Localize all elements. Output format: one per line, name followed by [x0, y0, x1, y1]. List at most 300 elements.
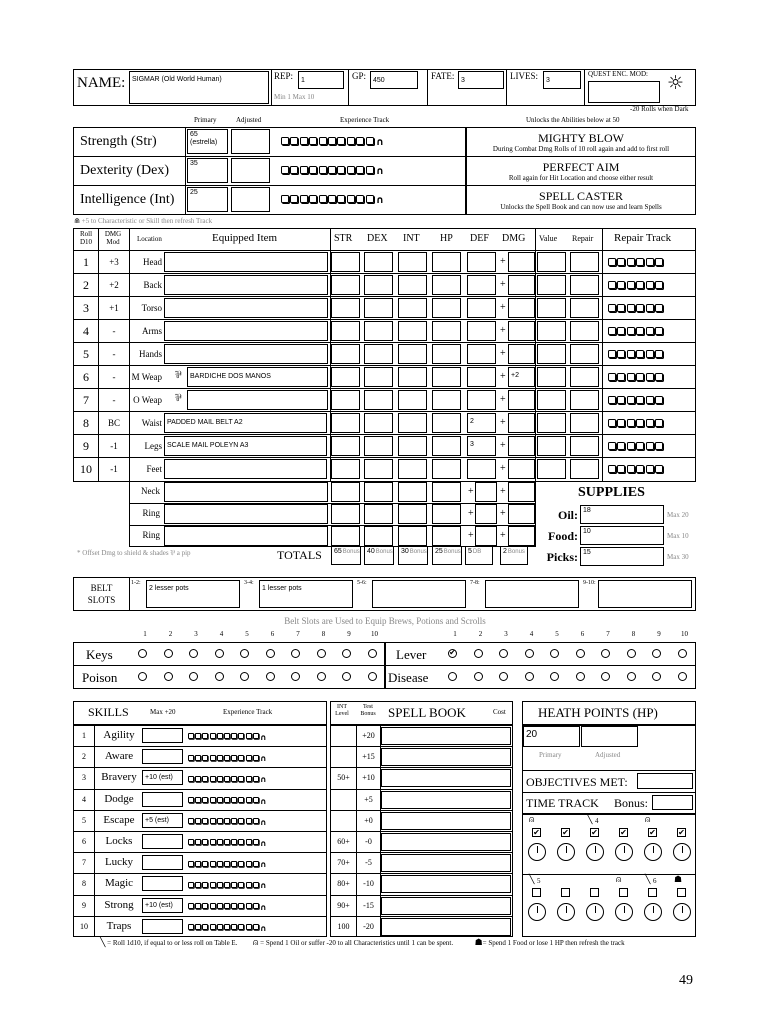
- skill-track-box[interactable]: [202, 882, 208, 888]
- skill-track-box[interactable]: [231, 755, 237, 761]
- lever-circle[interactable]: [576, 649, 585, 658]
- repair-field[interactable]: [570, 298, 599, 318]
- repair-track-box[interactable]: [655, 281, 663, 289]
- lever-circle[interactable]: [550, 649, 559, 658]
- supply-field[interactable]: 15: [580, 547, 664, 566]
- stat-field[interactable]: [432, 413, 461, 433]
- repair-track-box[interactable]: [655, 442, 663, 450]
- stat-field[interactable]: [432, 275, 461, 295]
- track-box[interactable]: [309, 137, 317, 145]
- skill-track-box[interactable]: [188, 903, 194, 909]
- poison-circle[interactable]: [342, 672, 351, 681]
- lever-circle[interactable]: [627, 649, 636, 658]
- skill-track-box[interactable]: [210, 903, 216, 909]
- repair-track-box[interactable]: [617, 258, 625, 266]
- equipped-item-field[interactable]: [164, 526, 328, 546]
- stat-field[interactable]: [398, 413, 427, 433]
- skill-track-box[interactable]: [253, 924, 259, 930]
- dmg-field[interactable]: [508, 526, 535, 546]
- skill-value-field[interactable]: [142, 792, 183, 807]
- repair-track-box[interactable]: [636, 327, 644, 335]
- repair-track-box[interactable]: [646, 419, 654, 427]
- char-adjusted-field[interactable]: [231, 158, 270, 183]
- disease-circle[interactable]: [499, 672, 508, 681]
- skill-value-field[interactable]: [142, 728, 183, 743]
- fate-field[interactable]: 3: [458, 71, 504, 89]
- repair-field[interactable]: [570, 436, 599, 456]
- spell-field[interactable]: [381, 812, 511, 830]
- skill-value-field[interactable]: +10 (est): [142, 898, 183, 913]
- disease-circle[interactable]: [576, 672, 585, 681]
- stat-field[interactable]: [331, 436, 360, 456]
- belt-slot-field[interactable]: [485, 580, 579, 608]
- repair-track-box[interactable]: [617, 465, 625, 473]
- skill-track-box[interactable]: [202, 903, 208, 909]
- skill-track-box[interactable]: [224, 733, 230, 739]
- time-checkbox[interactable]: ✔: [649, 828, 656, 837]
- poison-circle[interactable]: [266, 672, 275, 681]
- key-circle[interactable]: [291, 649, 300, 658]
- value-field[interactable]: [537, 390, 566, 410]
- disease-circle[interactable]: [678, 672, 687, 681]
- poison-circle[interactable]: [138, 672, 147, 681]
- skill-track-box[interactable]: [217, 818, 223, 824]
- skill-track-box[interactable]: [231, 903, 237, 909]
- dmg-field[interactable]: [508, 390, 535, 410]
- skill-track-box[interactable]: [217, 903, 223, 909]
- skill-value-field[interactable]: [142, 876, 183, 891]
- track-box[interactable]: [347, 195, 355, 203]
- lives-field[interactable]: 3: [543, 71, 581, 89]
- dmg-field[interactable]: [508, 252, 535, 272]
- repair-track-box[interactable]: [646, 350, 654, 358]
- skill-track-box[interactable]: [224, 924, 230, 930]
- repair-track-box[interactable]: [608, 396, 616, 404]
- skill-value-field[interactable]: +5 (est): [142, 813, 183, 828]
- skill-track-box[interactable]: [202, 924, 208, 930]
- stat-field[interactable]: [432, 367, 461, 387]
- objectives-field[interactable]: [637, 773, 693, 789]
- key-circle[interactable]: [138, 649, 147, 658]
- stat-field[interactable]: [331, 504, 360, 524]
- skill-track-box[interactable]: [224, 839, 230, 845]
- stat-field[interactable]: [364, 321, 393, 341]
- repair-track-box[interactable]: [617, 419, 625, 427]
- value-field[interactable]: [537, 459, 566, 479]
- name-field[interactable]: SIGMAR (Old World Human): [129, 71, 269, 104]
- skill-track-box[interactable]: [246, 903, 252, 909]
- stat-field[interactable]: [331, 298, 360, 318]
- value-field[interactable]: [537, 436, 566, 456]
- track-box[interactable]: [281, 166, 289, 174]
- skill-track-box[interactable]: [253, 818, 259, 824]
- time-checkbox[interactable]: [590, 888, 599, 897]
- stat-field[interactable]: [432, 482, 461, 502]
- value-field[interactable]: [537, 298, 566, 318]
- repair-track-box[interactable]: [655, 396, 663, 404]
- skill-track-box[interactable]: [217, 839, 223, 845]
- stat-field[interactable]: [364, 298, 393, 318]
- repair-field[interactable]: [570, 367, 599, 387]
- skill-track-box[interactable]: [238, 755, 244, 761]
- stat-field[interactable]: [364, 504, 393, 524]
- key-circle[interactable]: [189, 649, 198, 658]
- dmg-field[interactable]: [508, 413, 535, 433]
- skill-track-box[interactable]: [217, 755, 223, 761]
- skill-track-box[interactable]: [238, 882, 244, 888]
- equipped-item-field[interactable]: [187, 390, 328, 410]
- track-box[interactable]: [337, 166, 345, 174]
- skill-value-field[interactable]: [142, 834, 183, 849]
- track-box[interactable]: [319, 137, 327, 145]
- poison-circle[interactable]: [189, 672, 198, 681]
- track-box[interactable]: [300, 195, 308, 203]
- disease-circle[interactable]: [474, 672, 483, 681]
- skill-track-box[interactable]: [238, 861, 244, 867]
- track-box[interactable]: [309, 195, 317, 203]
- spell-field[interactable]: [381, 918, 511, 936]
- skill-track-box[interactable]: [231, 776, 237, 782]
- skill-track-box[interactable]: [253, 861, 259, 867]
- spell-field[interactable]: [381, 875, 511, 893]
- repair-track-box[interactable]: [636, 281, 644, 289]
- time-checkbox[interactable]: [532, 888, 541, 897]
- track-box[interactable]: [366, 137, 374, 145]
- skill-track-box[interactable]: [202, 861, 208, 867]
- skill-track-box[interactable]: [202, 733, 208, 739]
- value-field[interactable]: [537, 367, 566, 387]
- skill-track-box[interactable]: [246, 839, 252, 845]
- lever-circle[interactable]: [601, 649, 610, 658]
- skill-value-field[interactable]: [142, 919, 183, 934]
- stat-field[interactable]: [398, 459, 427, 479]
- stat-field[interactable]: [331, 321, 360, 341]
- repair-track-box[interactable]: [655, 327, 663, 335]
- repair-track-box[interactable]: [608, 304, 616, 312]
- skill-track-box[interactable]: [253, 776, 259, 782]
- skill-track-box[interactable]: [195, 861, 201, 867]
- repair-track-box[interactable]: [608, 465, 616, 473]
- lever-circle[interactable]: [652, 649, 661, 658]
- time-checkbox[interactable]: [648, 888, 657, 897]
- disease-circle[interactable]: [448, 672, 457, 681]
- repair-field[interactable]: [570, 459, 599, 479]
- repair-track-box[interactable]: [617, 327, 625, 335]
- skill-track-box[interactable]: [195, 924, 201, 930]
- skill-track-box[interactable]: [210, 776, 216, 782]
- stat-field[interactable]: [398, 252, 427, 272]
- hp-adjusted-field[interactable]: [581, 726, 638, 747]
- stat-field[interactable]: [398, 526, 427, 546]
- stat-field[interactable]: [432, 298, 461, 318]
- repair-track-box[interactable]: [646, 327, 654, 335]
- skill-track-box[interactable]: [238, 903, 244, 909]
- skill-track-box[interactable]: [188, 818, 194, 824]
- skill-track-box[interactable]: [224, 903, 230, 909]
- equipped-item-field[interactable]: [164, 504, 328, 524]
- skill-track-box[interactable]: [246, 861, 252, 867]
- key-circle[interactable]: [317, 649, 326, 658]
- track-box[interactable]: [281, 137, 289, 145]
- repair-track-box[interactable]: [646, 281, 654, 289]
- skill-track-box[interactable]: [210, 839, 216, 845]
- skill-track-box[interactable]: [188, 776, 194, 782]
- poison-circle[interactable]: [240, 672, 249, 681]
- skill-track-box[interactable]: [246, 733, 252, 739]
- equipped-item-field[interactable]: [164, 298, 328, 318]
- skill-track-box[interactable]: [253, 903, 259, 909]
- repair-track-box[interactable]: [655, 258, 663, 266]
- stat-field[interactable]: [364, 367, 393, 387]
- repair-track-box[interactable]: [627, 419, 635, 427]
- skill-value-field[interactable]: [142, 749, 183, 764]
- repair-track-box[interactable]: [627, 350, 635, 358]
- total-field[interactable]: 25Bonus: [432, 546, 462, 565]
- repair-track-box[interactable]: [617, 350, 625, 358]
- skill-track-box[interactable]: [210, 733, 216, 739]
- repair-track-box[interactable]: [627, 258, 635, 266]
- lever-circle[interactable]: [678, 649, 687, 658]
- stat-field[interactable]: [432, 436, 461, 456]
- def-field[interactable]: [467, 367, 496, 387]
- skill-track-box[interactable]: [253, 839, 259, 845]
- repair-track-box[interactable]: [646, 373, 654, 381]
- skill-track-box[interactable]: [253, 882, 259, 888]
- def-field[interactable]: [467, 321, 496, 341]
- time-checkbox[interactable]: [561, 888, 570, 897]
- skill-track-box[interactable]: [238, 797, 244, 803]
- repair-track-box[interactable]: [627, 327, 635, 335]
- skill-track-box[interactable]: [238, 776, 244, 782]
- value-field[interactable]: [537, 413, 566, 433]
- lever-circle[interactable]: [525, 649, 534, 658]
- repair-field[interactable]: [570, 252, 599, 272]
- key-circle[interactable]: [215, 649, 224, 658]
- repair-track-box[interactable]: [646, 258, 654, 266]
- skill-track-box[interactable]: [238, 839, 244, 845]
- stat-field[interactable]: [364, 390, 393, 410]
- repair-track-box[interactable]: [627, 304, 635, 312]
- stat-field[interactable]: [398, 504, 427, 524]
- time-checkbox[interactable]: ✔: [620, 828, 627, 837]
- track-box[interactable]: [347, 137, 355, 145]
- skill-track-box[interactable]: [231, 882, 237, 888]
- dmg-field[interactable]: [508, 275, 535, 295]
- track-box[interactable]: [356, 166, 364, 174]
- skill-track-box[interactable]: [231, 924, 237, 930]
- dmg-field[interactable]: [508, 436, 535, 456]
- skill-track-box[interactable]: [246, 776, 252, 782]
- char-primary-field[interactable]: 35: [187, 158, 228, 183]
- equipped-item-field[interactable]: BARDICHE DOS MANOS: [187, 367, 328, 387]
- skill-track-box[interactable]: [188, 797, 194, 803]
- skill-track-box[interactable]: [217, 797, 223, 803]
- repair-track-box[interactable]: [608, 327, 616, 335]
- track-box[interactable]: [300, 166, 308, 174]
- hp-primary-field[interactable]: 20: [523, 726, 580, 747]
- skill-track-box[interactable]: [224, 861, 230, 867]
- skill-track-box[interactable]: [188, 861, 194, 867]
- skill-track-box[interactable]: [188, 755, 194, 761]
- dmg-field[interactable]: [508, 344, 535, 364]
- def-field[interactable]: [475, 526, 497, 546]
- skill-track-box[interactable]: [210, 755, 216, 761]
- skill-track-box[interactable]: [210, 818, 216, 824]
- stat-field[interactable]: [432, 526, 461, 546]
- skill-track-box[interactable]: [224, 818, 230, 824]
- skill-track-box[interactable]: [217, 924, 223, 930]
- skill-track-box[interactable]: [238, 924, 244, 930]
- total-field[interactable]: 2Bonus: [500, 546, 528, 565]
- repair-field[interactable]: [570, 275, 599, 295]
- stat-field[interactable]: [364, 344, 393, 364]
- skill-track-box[interactable]: [217, 733, 223, 739]
- key-circle[interactable]: [240, 649, 249, 658]
- skill-track-box[interactable]: [217, 882, 223, 888]
- skill-track-box[interactable]: [224, 797, 230, 803]
- stat-field[interactable]: [432, 252, 461, 272]
- repair-track-box[interactable]: [655, 419, 663, 427]
- skill-track-box[interactable]: [253, 755, 259, 761]
- skill-track-box[interactable]: [231, 797, 237, 803]
- def-field[interactable]: [475, 482, 497, 502]
- skill-track-box[interactable]: [246, 797, 252, 803]
- belt-slot-field[interactable]: [372, 580, 466, 608]
- stat-field[interactable]: [432, 344, 461, 364]
- char-adjusted-field[interactable]: [231, 129, 270, 154]
- def-field[interactable]: [475, 504, 497, 524]
- repair-track-box[interactable]: [627, 442, 635, 450]
- bonus-field[interactable]: [652, 795, 693, 810]
- stat-field[interactable]: [398, 367, 427, 387]
- time-checkbox[interactable]: [677, 888, 686, 897]
- quest-field[interactable]: [588, 81, 660, 103]
- disease-circle[interactable]: [652, 672, 661, 681]
- disease-circle[interactable]: [627, 672, 636, 681]
- repair-track-box[interactable]: [655, 350, 663, 358]
- skill-track-box[interactable]: [224, 882, 230, 888]
- repair-track-box[interactable]: [608, 350, 616, 358]
- repair-track-box[interactable]: [636, 396, 644, 404]
- track-box[interactable]: [290, 195, 298, 203]
- track-box[interactable]: [347, 166, 355, 174]
- char-adjusted-field[interactable]: [231, 187, 270, 212]
- repair-track-box[interactable]: [636, 465, 644, 473]
- skill-track-box[interactable]: [246, 882, 252, 888]
- equipped-item-field[interactable]: SCALE MAIL POLEYN A3: [164, 436, 327, 456]
- skill-value-field[interactable]: +10 (est): [142, 770, 183, 785]
- spell-field[interactable]: [381, 769, 511, 787]
- belt-slot-field[interactable]: [598, 580, 692, 608]
- key-circle[interactable]: [266, 649, 275, 658]
- spell-field[interactable]: [381, 748, 511, 766]
- stat-field[interactable]: [398, 390, 427, 410]
- skill-track-box[interactable]: [195, 903, 201, 909]
- stat-field[interactable]: [398, 344, 427, 364]
- track-box[interactable]: [328, 195, 336, 203]
- total-field[interactable]: 40Bonus: [364, 546, 394, 565]
- skill-track-box[interactable]: [195, 797, 201, 803]
- equipped-item-field[interactable]: [164, 252, 328, 272]
- repair-track-box[interactable]: [627, 465, 635, 473]
- track-box[interactable]: [328, 166, 336, 174]
- stat-field[interactable]: [398, 482, 427, 502]
- repair-track-box[interactable]: [655, 465, 663, 473]
- track-box[interactable]: [319, 166, 327, 174]
- repair-track-box[interactable]: [646, 304, 654, 312]
- stat-field[interactable]: [331, 252, 360, 272]
- value-field[interactable]: [537, 252, 566, 272]
- spell-field[interactable]: [381, 854, 511, 872]
- spell-field[interactable]: [381, 727, 511, 745]
- skill-track-box[interactable]: [202, 755, 208, 761]
- skill-track-box[interactable]: [231, 733, 237, 739]
- skill-track-box[interactable]: [246, 755, 252, 761]
- spell-field[interactable]: [381, 897, 511, 915]
- repair-track-box[interactable]: [608, 281, 616, 289]
- def-field[interactable]: [467, 390, 496, 410]
- stat-field[interactable]: [331, 482, 360, 502]
- def-field[interactable]: [467, 275, 496, 295]
- stat-field[interactable]: [331, 390, 360, 410]
- skill-track-box[interactable]: [202, 818, 208, 824]
- stat-field[interactable]: [364, 459, 393, 479]
- gp-field[interactable]: 450: [370, 71, 418, 89]
- skill-track-box[interactable]: [246, 818, 252, 824]
- equipped-item-field[interactable]: PADDED MAIL BELT A2: [164, 413, 327, 433]
- repair-track-box[interactable]: [617, 442, 625, 450]
- dmg-field[interactable]: [508, 321, 535, 341]
- supply-field[interactable]: 18: [580, 505, 664, 524]
- dmg-field[interactable]: [508, 298, 535, 318]
- skill-track-box[interactable]: [195, 755, 201, 761]
- track-box[interactable]: [356, 195, 364, 203]
- skill-value-field[interactable]: [142, 855, 183, 870]
- equipped-item-field[interactable]: [164, 275, 328, 295]
- total-field[interactable]: 5DB: [465, 546, 493, 565]
- equipped-item-field[interactable]: [164, 344, 328, 364]
- def-field[interactable]: [467, 459, 496, 479]
- equipped-item-field[interactable]: [164, 482, 328, 502]
- poison-circle[interactable]: [291, 672, 300, 681]
- stat-field[interactable]: [331, 367, 360, 387]
- repair-track-box[interactable]: [608, 258, 616, 266]
- track-box[interactable]: [290, 166, 298, 174]
- stat-field[interactable]: [398, 298, 427, 318]
- skill-track-box[interactable]: [202, 839, 208, 845]
- time-checkbox[interactable]: ✔: [591, 828, 598, 837]
- track-box[interactable]: [366, 195, 374, 203]
- repair-track-box[interactable]: [627, 373, 635, 381]
- repair-track-box[interactable]: [617, 373, 625, 381]
- skill-track-box[interactable]: [231, 861, 237, 867]
- track-box[interactable]: [356, 137, 364, 145]
- skill-track-box[interactable]: [202, 776, 208, 782]
- repair-track-box[interactable]: [636, 442, 644, 450]
- skill-track-box[interactable]: [188, 882, 194, 888]
- skill-track-box[interactable]: [210, 861, 216, 867]
- track-box[interactable]: [319, 195, 327, 203]
- equipped-item-field[interactable]: [164, 459, 327, 479]
- value-field[interactable]: [537, 275, 566, 295]
- repair-field[interactable]: [570, 413, 599, 433]
- skill-track-box[interactable]: [195, 882, 201, 888]
- def-field[interactable]: [467, 344, 496, 364]
- def-field[interactable]: [467, 298, 496, 318]
- repair-track-box[interactable]: [636, 304, 644, 312]
- value-field[interactable]: [537, 344, 566, 364]
- stat-field[interactable]: [364, 275, 393, 295]
